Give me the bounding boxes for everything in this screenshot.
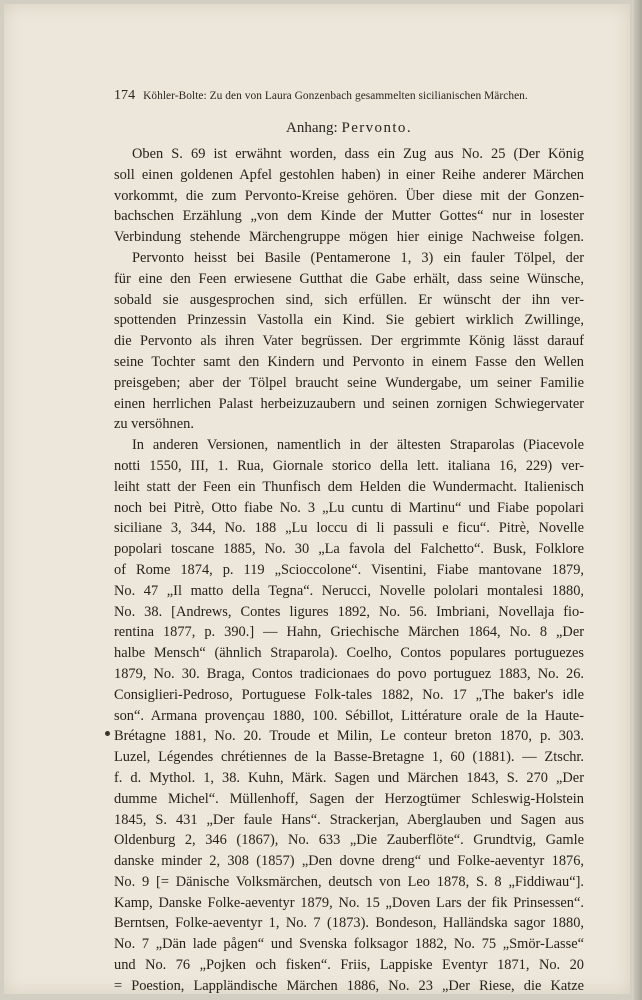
text-line: noch bei Pitrè, Otto fiabe No. 3 „Lu cuntu di Martinu“ und Fiabe popolari [114,499,584,516]
text-line: soll einen goldenen Apfel gestohlen haben) in einer Reihe anderer Märchen [114,166,584,183]
text-line: Brétagne 1881, No. 20. Troude et Milin, Le conteur breton 1870, p. 303. [114,728,584,745]
text-line: No. 38. [Andrews, Contes ligures 1892, No. 56. Imbriani, Novellaja fio- [114,603,584,620]
text-line: einen herrlichen Palast herbeizuzaubern und seinen zornigen Schwiegervater [114,395,584,412]
section-prefix: Anhang: [286,120,338,136]
text-line: bachschen Erzählung „von dem Kinde der Mutter Gottes“ nur in losester [114,208,584,225]
text-line: danske minder 2, 308 (1857) „Den dovne dreng“ und Folke-aeventyr 1876, [114,853,584,870]
text-line: Luzel, Légendes chrétiennes de la Basse-Bretagne 1, 60 (1881). — Ztschr. [114,749,584,766]
text-line: dumme Michel“. Müllenhoff, Sagen der Herzogtümer Schleswig-Holstein [114,790,584,807]
section-heading [114,120,584,137]
running-header [114,88,584,104]
text-line: No. 9 [= Dänische Volksmärchen, deutsch von Leo 1878, S. 8 „Fiddiwau“]. [114,873,584,890]
margin-ink-dot [105,731,110,736]
text-line: = Poestion, Lappländische Märchen 1886, No. 23 „Der Riese, die Katze [114,977,584,994]
text-line: zu versöhnen. [114,416,194,433]
text-line: f. d. Mythol. 1, 38. Kuhn, Märk. Sagen und Märchen 1843, S. 270 „Der [114,769,584,786]
text-line: für eine den Feen erwiesene Gutthat die Gabe erhält, dass seine Wünsche, [114,270,584,287]
text-line: No. 7 „Dän lade pågen“ und Svenska folksagor 1882, No. 75 „Smör-Lasse“ [114,936,584,953]
text-line: sobald sie ausgesprochen sind, sich erfüllen. Er wünscht der ihn ver- [114,291,584,308]
text-line: No. 47 „Il matto della Tegna“. Nerucci, Novelle pololari montalesi 1880, [114,582,584,599]
text-line: son“. Armana provençau 1880, 100. Sébillot, Littérature orale de la Haute- [114,707,584,724]
page-edge [634,0,642,1000]
text-line: Pervonto heisst bei Basile (Pentamerone 1, 3) ein fauler Tölpel, der [132,249,584,266]
text-line: Oben S. 69 ist erwähnt worden, dass ein Zug aus No. 25 (Der König [132,146,584,162]
text-line: 1845, S. 431 „Der faule Hans“. Strackerjan, Aberglauben und Sagen aus [114,811,584,828]
text-line: vorkommt, die zum Pervonto-Kreise gehören. Über diese mit der Gonzen- [114,187,584,204]
text-line: of Rome 1874, p. 119 „Scioccolone“. Visentini, Fiabe mantovane 1879, [114,561,584,578]
text-line: siciliane 3, 344, No. 188 „Lu loccu di li passuli e ficu“. Pitrè, Novelle [114,520,584,537]
text-line: seine Tochter samt den Kindern und Pervonto in einem Fasse den Wellen [114,353,584,370]
text-line: Oldenburg 2, 346 (1867), No. 633 „Die Zauberflöte“. Grundtvig, Gamle [114,832,584,849]
text-line: rentina 1877, p. 390.] — Hahn, Griechische Märchen 1864, No. 8 „Der [114,624,584,641]
text-line: popolari toscane 1885, No. 30 „La favola del Falchetto“. Busk, Folklore [114,541,584,558]
section-title: Pervonto. [341,120,412,136]
text-line: 1879, No. 30. Braga, Contos tradicionaes do povo portuguez 1883, No. 26. [114,665,584,682]
text-line: leiht statt der Feen ein Thunfisch dem Helden die Wundermacht. Italienisch [114,478,584,495]
text-line: In anderen Versionen, namentlich in der ältesten Straparolas (Piacevole [132,437,584,454]
text-line: Verbindung stehende Märchengruppe mögen hier einige Nachweise folgen. [114,229,584,246]
running-title: Köhler-Bolte: Zu den von Laura Gonzenbach gesammelten sicilianischen Märchen. [143,90,528,102]
text-line: spottenden Prinzessin Vastolla ein Kind. Sie gebiert wirklich Zwillinge, [114,312,584,329]
text-line: Consiglieri-Pedroso, Portuguese Folk-tales 1882, No. 17 „The baker's idle [114,686,584,703]
text-line: halbe Mensch“ (ähnlich Straparola). Coelho, Contos populares portuguezes [114,645,584,662]
text-line: und No. 76 „Pojken och fisken“. Friis, Lappiske Eventyr 1871, No. 20 [114,957,584,974]
text-line: notti 1550, III, 1. Rua, Giornale storico della lett. italiana 16, 229) ver- [114,457,584,474]
page-number: 174 [114,88,136,103]
text-line: Berntsen, Folke-aeventyr 1, No. 7 (1873). Bondeson, Halländska sagor 1880, [114,915,584,932]
text-line: die Pervonto als ihren Vater begrüssen. Der ergrimmte König lässt darauf [114,333,584,350]
text-line: Kamp, Danske Folke-aeventyr 1879, No. 15 „Doven Lars der fik Prinsessen“. [114,894,584,911]
body-text [114,144,584,997]
text-line: preisgeben; aber der Tölpel braucht seine Wundergabe, um seiner Familie [114,374,584,391]
